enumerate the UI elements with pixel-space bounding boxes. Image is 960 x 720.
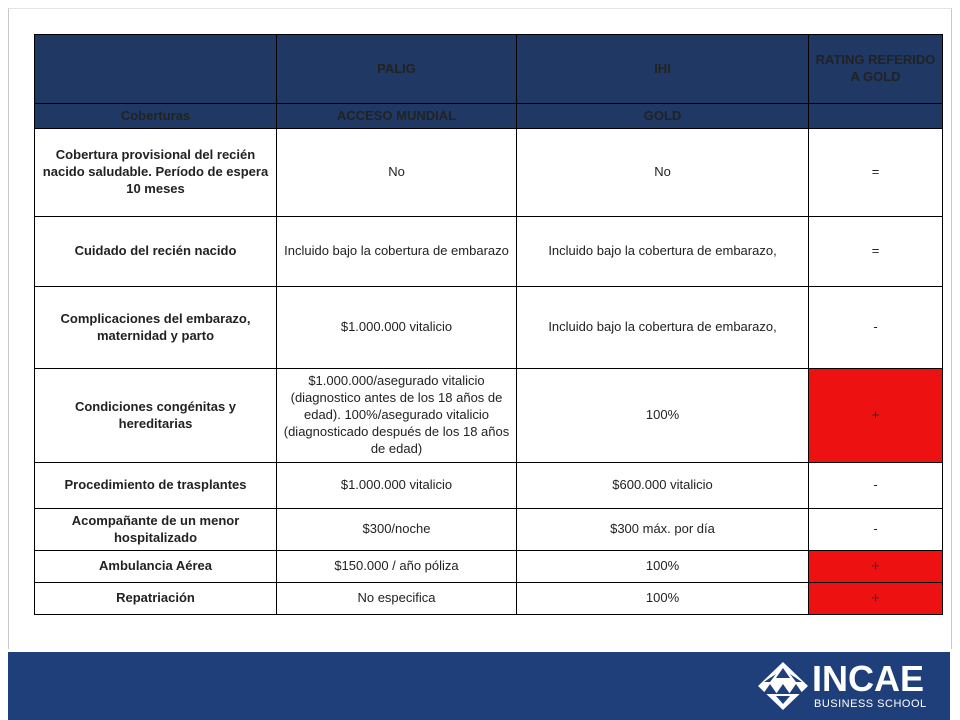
rating-value: = bbox=[809, 129, 943, 217]
header-coberturas: Coberturas bbox=[35, 104, 277, 129]
incae-diamond-icon bbox=[756, 660, 810, 712]
coverage-label: Condiciones congénitas y hereditarias bbox=[35, 369, 277, 463]
rating-value: + bbox=[809, 551, 943, 583]
ihi-value: Incluido bajo la cobertura de embarazo, bbox=[517, 217, 809, 287]
logo-wordmark: INCAE bbox=[812, 658, 925, 699]
coverage-label: Acompañante de un menor hospitalizado bbox=[35, 509, 277, 551]
rating-value: = bbox=[809, 217, 943, 287]
rating-value: + bbox=[809, 369, 943, 463]
header-row-plans bbox=[35, 104, 943, 129]
coverage-label: Ambulancia Aérea bbox=[35, 551, 277, 583]
table-row bbox=[35, 129, 943, 217]
ihi-value: $600.000 vitalicio bbox=[517, 463, 809, 509]
rating-value: + bbox=[809, 583, 943, 615]
rating-value: - bbox=[809, 463, 943, 509]
incae-logo bbox=[756, 658, 946, 716]
table-row bbox=[35, 463, 943, 509]
palig-value: No bbox=[277, 129, 517, 217]
logo-subtitle: BUSINESS SCHOOL bbox=[814, 698, 927, 710]
header-row-providers bbox=[35, 35, 943, 104]
header-empty-cell bbox=[35, 35, 277, 104]
palig-value: Incluido bajo la cobertura de embarazo bbox=[277, 217, 517, 287]
palig-value: $1.000.000/asegurado vitalicio (diagnostico antes de los 18 años de edad). 100%/asegurado vitalicio (diagnosticado después de los 18 años de edad) bbox=[277, 369, 517, 463]
header-rating-empty bbox=[809, 104, 943, 129]
ihi-value: No bbox=[517, 129, 809, 217]
table-row bbox=[35, 551, 943, 583]
table-row bbox=[35, 369, 943, 463]
table-row bbox=[35, 217, 943, 287]
ihi-value: 100% bbox=[517, 583, 809, 615]
table-row bbox=[35, 509, 943, 551]
header-ihi: IHI bbox=[517, 35, 809, 104]
palig-value: $1.000.000 vitalicio bbox=[277, 463, 517, 509]
coverage-label: Procedimiento de trasplantes bbox=[35, 463, 277, 509]
table-row bbox=[35, 287, 943, 369]
ihi-value: $300 máx. por día bbox=[517, 509, 809, 551]
palig-value: $150.000 / año póliza bbox=[277, 551, 517, 583]
palig-value: $300/noche bbox=[277, 509, 517, 551]
coverage-comparison-table bbox=[34, 34, 943, 615]
header-palig-plan: ACCESO MUNDIAL bbox=[277, 104, 517, 129]
rating-value: - bbox=[809, 509, 943, 551]
header-palig: PALIG bbox=[277, 35, 517, 104]
coverage-label: Cuidado del recién nacido bbox=[35, 217, 277, 287]
coverage-label: Cobertura provisional del recién nacido saludable. Período de espera 10 meses bbox=[35, 129, 277, 217]
palig-value: $1.000.000 vitalicio bbox=[277, 287, 517, 369]
ihi-value: Incluido bajo la cobertura de embarazo, bbox=[517, 287, 809, 369]
rating-value: - bbox=[809, 287, 943, 369]
ihi-value: 100% bbox=[517, 369, 809, 463]
coverage-label: Repatriación bbox=[35, 583, 277, 615]
ihi-value: 100% bbox=[517, 551, 809, 583]
header-rating: RATING REFERIDO A GOLD bbox=[809, 35, 943, 104]
coverage-label: Complicaciones del embarazo, maternidad y parto bbox=[35, 287, 277, 369]
header-ihi-plan: GOLD bbox=[517, 104, 809, 129]
table-row bbox=[35, 583, 943, 615]
palig-value: No especifica bbox=[277, 583, 517, 615]
